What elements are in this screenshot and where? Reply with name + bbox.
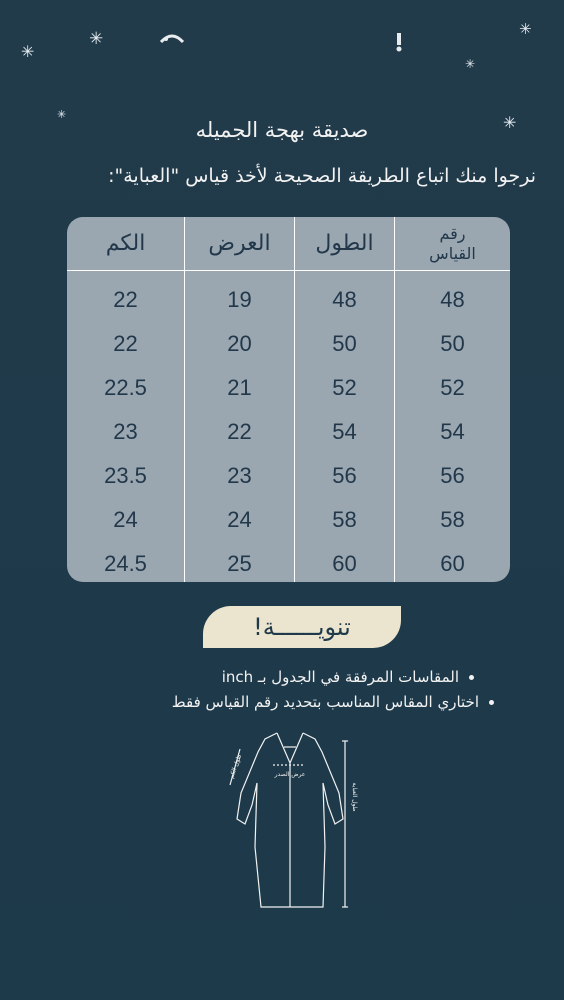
table-cell: 54 [440, 419, 465, 444]
table-cell: 52 [440, 375, 465, 400]
table-cell: 21 [227, 375, 252, 400]
table-cell: 56 [440, 463, 465, 488]
table-cell: 48 [332, 287, 357, 312]
size-chart-table [67, 217, 510, 582]
header-width: العرض [208, 231, 271, 256]
table-cell: 22 [227, 419, 252, 444]
sparkle-star-icon: ✳ [89, 29, 104, 49]
header-size: رقم القياس [429, 223, 476, 263]
note-title: تنويــــــة! [253, 613, 351, 641]
table-cell: 22 [113, 331, 138, 356]
table-cell: 24 [113, 507, 138, 532]
table-cell: 19 [227, 287, 252, 312]
table-body [67, 271, 510, 582]
note-banner [203, 606, 401, 648]
table-cell: 22 [113, 287, 138, 312]
table-cell: 54 [332, 419, 357, 444]
note-list [171, 668, 479, 718]
table-cell: 58 [332, 507, 357, 532]
sparkle-star-icon: ✳ [465, 57, 476, 71]
chest-label: عرض الصدر [274, 771, 306, 778]
hanging-ornament-icon [158, 30, 186, 48]
column-length [294, 271, 394, 582]
length-label: طول العباية [351, 782, 358, 812]
header-sleeve: الكم [105, 231, 146, 256]
table-cell: 60 [440, 551, 465, 576]
sparkle-star-icon: ✳ [519, 20, 532, 38]
table-cell: 25 [227, 551, 252, 576]
hanging-ornament-icon [394, 33, 404, 53]
table-cell: 24.5 [104, 551, 147, 576]
table-cell: 58 [440, 507, 465, 532]
sleeve-label: طول الكم [228, 753, 244, 780]
table-cell: 60 [332, 551, 357, 576]
table-cell: 48 [440, 287, 465, 312]
header-length: الطول [315, 231, 374, 256]
list-item: اختاري المقاس المناسب بتحديد رقم القياس فقط [172, 693, 494, 711]
column-width [184, 271, 294, 582]
table-cell: 23 [113, 419, 138, 444]
table-cell: 56 [332, 463, 357, 488]
table-cell: 50 [440, 331, 465, 356]
list-item: المقاسات المرفقة في الجدول بـ inch [172, 668, 474, 686]
bullet-icon [489, 700, 494, 705]
column-sleeve [67, 271, 184, 582]
table-header [67, 217, 510, 271]
table-cell: 22.5 [104, 375, 147, 400]
column-size [394, 271, 510, 582]
abaya-diagram [225, 727, 358, 917]
sparkle-star-icon: ✳ [57, 108, 67, 121]
table-cell: 24 [227, 507, 252, 532]
sparkle-star-icon: ✳ [21, 42, 35, 61]
table-cell: 23.5 [104, 463, 147, 488]
table-cell: 50 [332, 331, 357, 356]
instruction-text: نرجوا منك اتباع الطريقة الصحيحة لأخذ قياس "العباية": [108, 165, 536, 187]
bullet-icon [469, 675, 474, 680]
greeting-title: صديقة بهجة الجميله [195, 118, 369, 142]
table-cell: 20 [227, 331, 252, 356]
table-cell: 52 [332, 375, 357, 400]
sparkle-star-icon: ✳ [503, 113, 517, 132]
table-cell: 23 [227, 463, 252, 488]
